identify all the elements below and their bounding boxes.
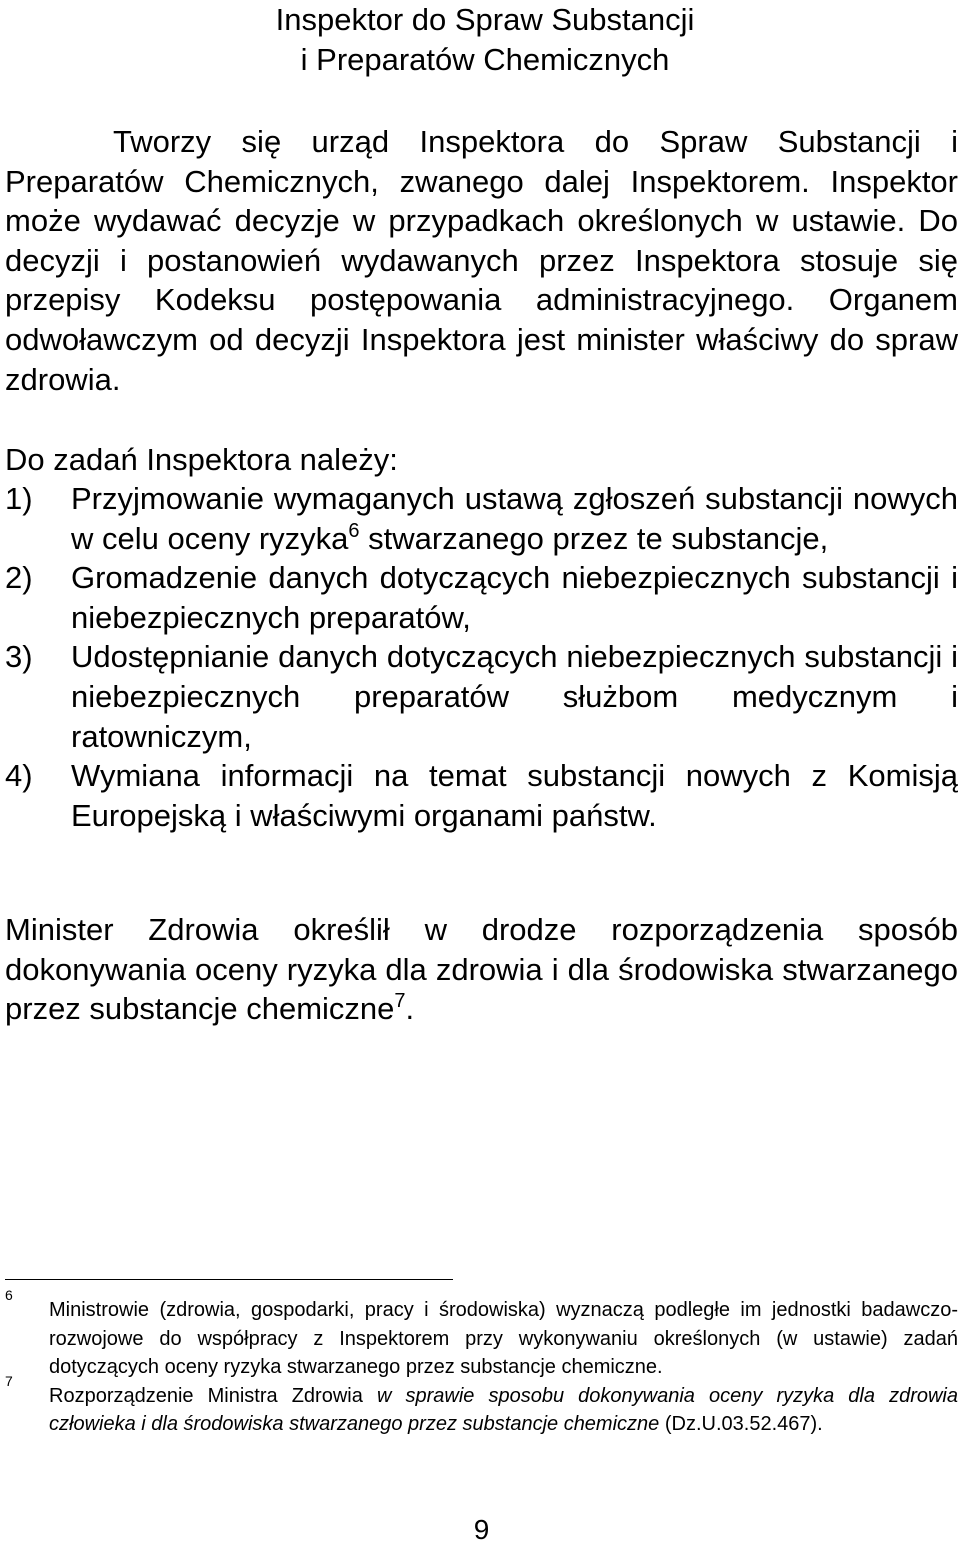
list-item-number: 3) xyxy=(5,639,33,675)
list-item xyxy=(5,756,958,835)
footnote-7 xyxy=(5,1372,959,1439)
footnotes xyxy=(5,1287,959,1439)
footnote-mark: 6 xyxy=(5,1287,13,1303)
footnote-text: Ministrowie (zdrowia, gospodarki, pracy i środowiska) wyznaczą podległe im jednostki badawczo-rozwojowe do współpracy z Inspektorem przy wykonywaniu określonych (w ustawie) zadań dotyczących oceny ryzyka stwarzanego przez substancje chemiczne. xyxy=(49,1299,958,1378)
list-item-text: Udostępnianie danych dotyczących niebezpiecznych substancji i niebezpiecznych preparatów służbom medycznym i ratowniczym, xyxy=(71,639,958,754)
paragraph-establishment: Tworzy się urząd Inspektora do Spraw Substancji i Preparatów Chemicznych, zwanego dalej Inspektorem. Inspektor może wydawać decyzje w przypadkach określonych w ustawie. Do decyzji i postanowień wydawanych przez Inspektora stosuje się przepisy Kodeksu postępowania administracyjnego. Organem odwoławczym od decyzji Inspektora jest minister właściwy do spraw zdrowia. xyxy=(5,124,958,397)
duties-intro: Do zadań Inspektora należy: xyxy=(5,442,398,477)
list-item xyxy=(5,637,958,756)
paragraph-regulation-end: . xyxy=(405,991,415,1027)
list-item-number: 4) xyxy=(5,758,33,794)
list-item xyxy=(5,479,958,558)
document-page xyxy=(5,0,958,1554)
list-item-text-after: stwarzanego przez te substancje, xyxy=(359,520,829,556)
duties-list xyxy=(5,479,958,835)
page-title xyxy=(5,0,960,80)
footnote-text-italic: w sprawie sposobu dokonywania oceny ryzyka dla zdrowia człowieka i dla środowiska stwarzanego przez substancje chemiczne xyxy=(49,1384,959,1435)
paragraph-regulation-text: Minister Zdrowia określił w drodze rozporządzenia sposób dokonywania oceny ryzyka dla zdrowia i dla środowiska stwarzanego przez substancje chemiczne xyxy=(5,912,958,1027)
page-number: 9 xyxy=(473,1514,490,1545)
list-item-text: Przyjmowanie wymaganych ustawą zgłoszeń substancji nowych w celu oceny ryzyka xyxy=(71,481,958,556)
footnote-text: Rozporządzenie Ministra Zdrowia xyxy=(49,1384,377,1407)
footnote-text-end: (Dz.U.03.52.467). xyxy=(659,1413,823,1435)
footnote-separator xyxy=(5,1279,453,1280)
title-line-2: i Preparatów Chemicznych xyxy=(300,42,670,77)
list-item-text: Wymiana informacji na temat substancji nowych z Komisją Europejską i właściwymi organami państw. xyxy=(71,758,958,833)
footnote-ref-7[interactable]: 7 xyxy=(394,990,406,1013)
list-item-number: 2) xyxy=(5,560,33,596)
footnote-ref-6[interactable]: 6 xyxy=(348,519,360,542)
list-item xyxy=(5,558,958,637)
footnote-mark: 7 xyxy=(5,1372,13,1389)
list-item-number: 1) xyxy=(5,481,33,516)
list-item-text: Gromadzenie danych dotyczących niebezpiecznych substancji i niebezpiecznych preparatów, xyxy=(71,560,958,635)
paragraph-regulation xyxy=(5,910,958,1029)
footnote-6 xyxy=(5,1287,958,1382)
title-line-1: Inspektor do Spraw Substancji xyxy=(275,2,695,37)
